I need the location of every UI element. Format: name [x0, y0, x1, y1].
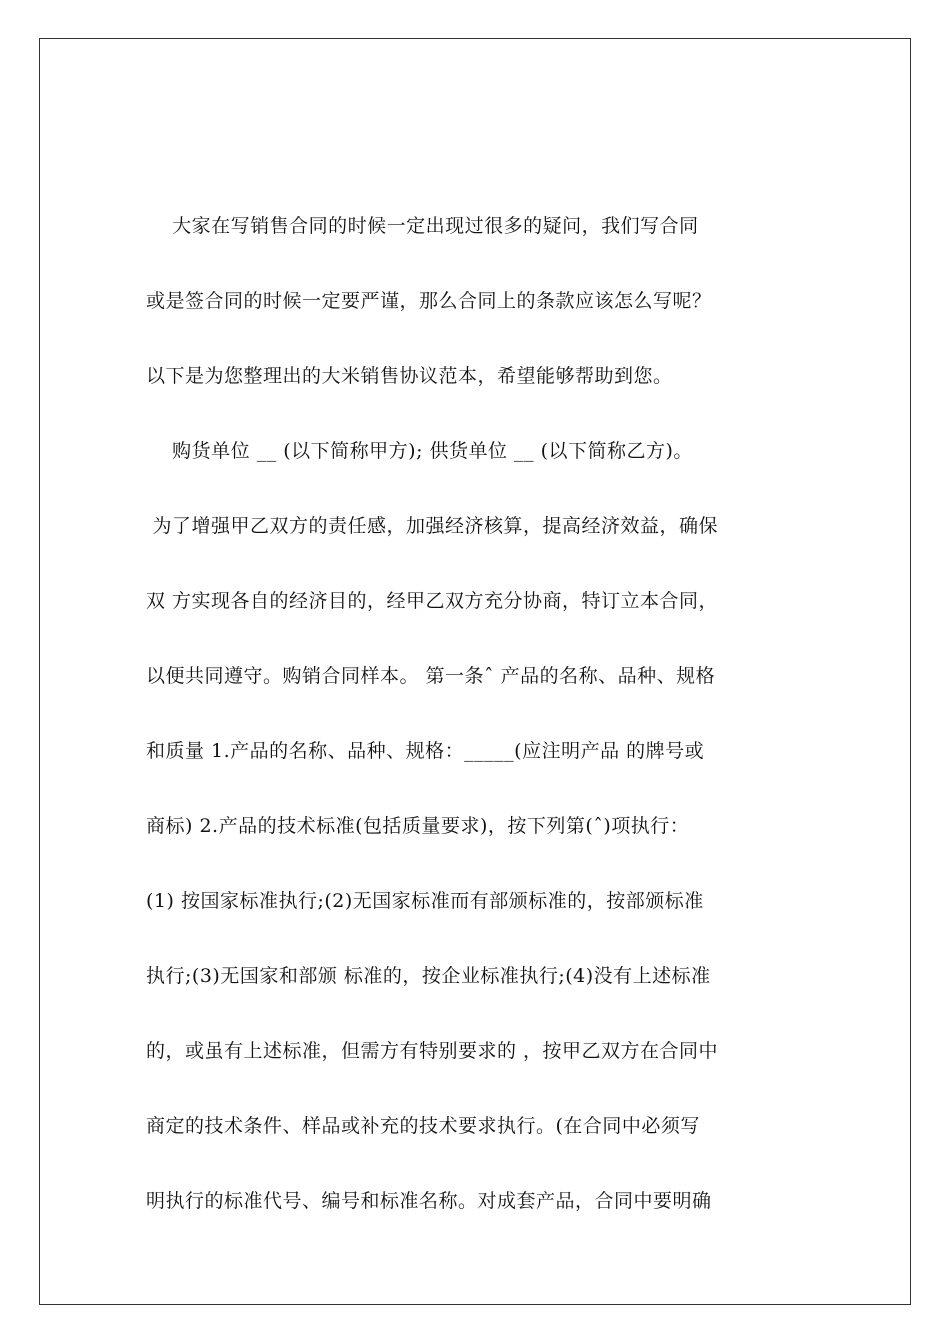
text-line: (1) 按国家标准执行;(2)无国家标准而有部颁标准的，按部颁标准: [146, 890, 704, 912]
text-line: 商标) 2.产品的技术标准(包括质量要求)，按下列第(ˆ)项执行：: [146, 815, 690, 837]
text-line: 商定的技术条件、样品或补充的技术要求执行。(在合同中必须写: [146, 1115, 700, 1137]
text-line: 以便共同遵守。购销合同样本。 第一条ˆ 产品的名称、品种、规格: [146, 665, 716, 687]
text-line: 和质量 1.产品的名称、品种、规格：_____(应注明产品 的牌号或: [146, 740, 705, 762]
text-line: 为了增强甲乙双方的责任感，加强经济核算，提高经济效益，确保: [146, 515, 719, 537]
text-line: 双 方实现各自的经济目的，经甲乙双方充分协商，特订立本合同，: [146, 590, 719, 612]
text-line: 明执行的标准代号、编号和标准名称。对成套产品，合同中要明确: [146, 1190, 712, 1212]
text-line: 购货单位 __ (以下简称甲方); 供货单位 __ (以下简称乙方)。: [146, 440, 693, 462]
text-line: 的，或虽有上述标准，但需方有特别要求的 ，按甲乙双方在合同中: [146, 1040, 719, 1062]
text-line: 执行;(3)无国家和部颁 标准的，按企业标准执行;(4)没有上述标准: [146, 965, 711, 987]
text-line: 或是签合同的时候一定要严谨，那么合同上的条款应该怎么写呢？: [146, 290, 712, 312]
text-line: 以下是为您整理出的大米销售协议范本，希望能够帮助到您。: [146, 365, 673, 387]
text-line: 大家在写销售合同的时候一定出现过很多的疑问，我们写合同: [146, 215, 699, 237]
